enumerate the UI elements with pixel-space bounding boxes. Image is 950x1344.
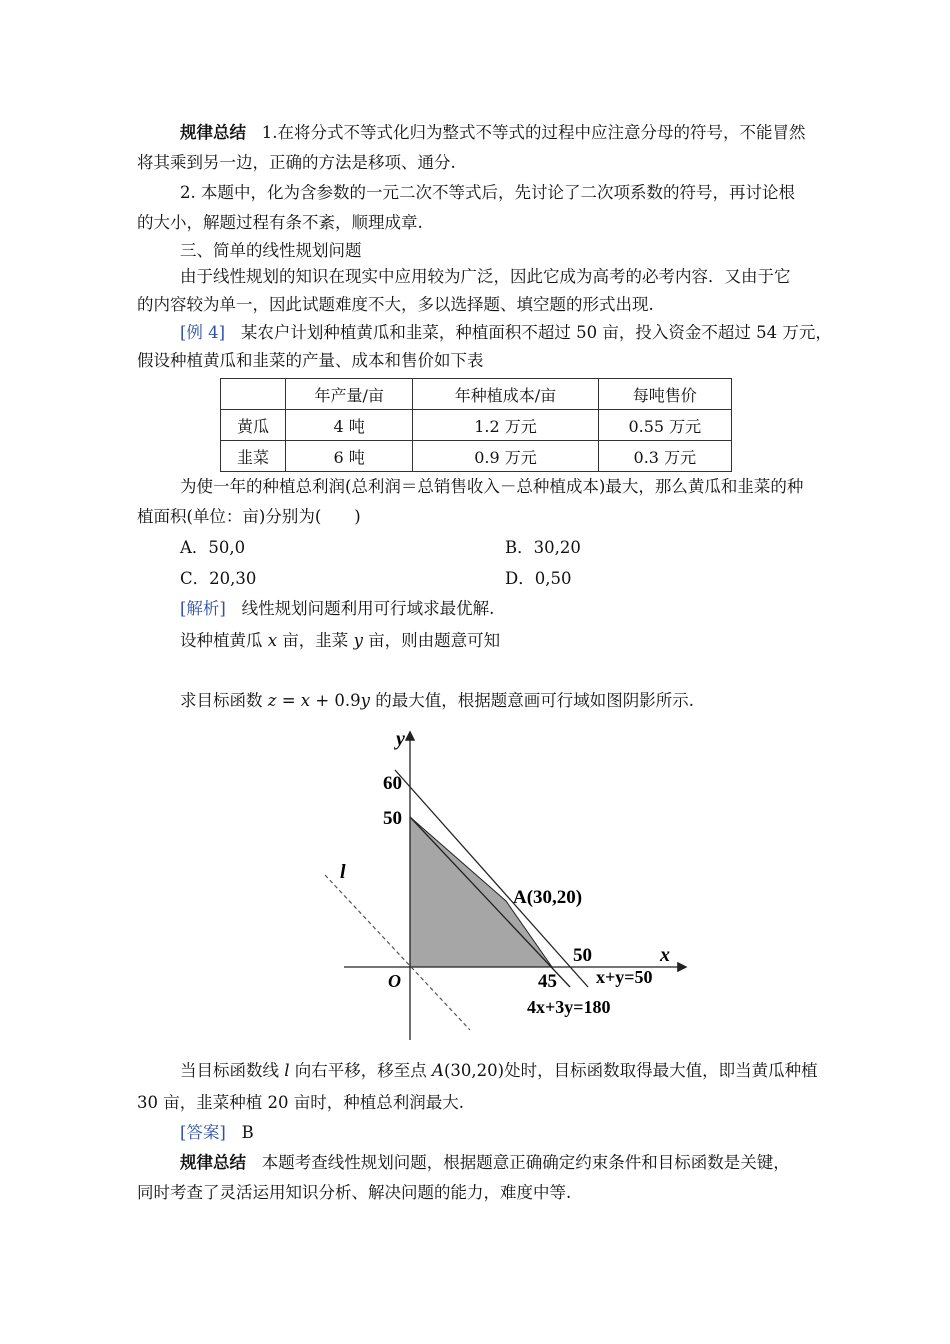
y-axis-label: y xyxy=(396,728,405,750)
objective-text: 求目标函数 xyxy=(180,691,268,710)
feasible-region-graph xyxy=(320,725,700,1045)
objective-text: = xyxy=(276,691,301,710)
section3-line2: 的内容较为单一，因此试题难度不大，多以选择题、填空题的形式出现. xyxy=(137,295,654,314)
line-l-label: l xyxy=(340,861,346,883)
table-cell: 韭菜 xyxy=(221,441,286,472)
conclusion-line1 xyxy=(180,1060,818,1082)
summary2-line1 xyxy=(180,1152,790,1174)
conclusion-text: 向右平移，移至点 xyxy=(289,1061,433,1080)
table-header-cell: 每吨售价 xyxy=(598,379,731,410)
summary2-text: 本题考查线性规划问题，根据题意正确确定约束条件和目标函数是关键， xyxy=(261,1153,790,1172)
var-y: y xyxy=(353,631,363,650)
var-x: x xyxy=(300,691,311,710)
objective-text: + 0.9 xyxy=(310,691,361,710)
table-row xyxy=(221,410,732,441)
point-a-label: A(30,20) xyxy=(513,887,583,908)
conclusion-text: (30,20)处时，目标函数取得最大值，即当黄瓜种植 xyxy=(443,1061,818,1080)
summary1-label: 规律总结 xyxy=(180,123,246,142)
analysis-setup xyxy=(180,630,500,652)
option-d: D．0,50 xyxy=(505,569,572,588)
option-c: C．20,30 xyxy=(180,569,257,588)
summary1-line1 xyxy=(180,122,806,144)
analysis-line xyxy=(180,598,494,620)
answer-label: [答案] xyxy=(180,1123,226,1142)
table-cell: 6 吨 xyxy=(286,441,413,472)
var-x: x xyxy=(267,631,278,650)
table-cell: 4 吨 xyxy=(286,410,413,441)
setup-text: 亩，则由题意可知 xyxy=(362,631,501,650)
setup-text: 亩，韭菜 xyxy=(277,631,354,650)
table-header-cell: 年产量/亩 xyxy=(286,379,413,410)
objective-text: 的最大值，根据题意画可行域如图阴影所示. xyxy=(369,691,694,710)
analysis-text: 线性规划问题利用可行域求最优解. xyxy=(241,599,495,618)
summary2-line2: 同时考查了灵活运用知识分析、解决问题的能力，难度中等. xyxy=(137,1183,572,1202)
origin-label: O xyxy=(388,971,401,991)
y-tick-60: 60 xyxy=(383,773,402,794)
line-x-y-50-label: x+y=50 xyxy=(596,967,653,987)
objective-line xyxy=(180,690,694,712)
example4-line2: 假设种植黄瓜和韭菜的产量、成本和售价如下表 xyxy=(137,351,484,370)
var-l: l xyxy=(284,1061,290,1080)
summary2-label: 规律总结 xyxy=(180,1153,246,1172)
conclusion-line2: 30 亩，韭菜种植 20 亩时，种植总利润最大. xyxy=(137,1093,464,1112)
x-tick-50: 50 xyxy=(573,945,592,966)
summary1-text: 1.在将分式不等式化归为整式不等式的过程中应注意分母的符号，不能冒然 xyxy=(261,123,806,142)
answer-value: B xyxy=(241,1123,254,1142)
question-line1: 为使一年的种植总利润(总利润＝总销售收入－总种植成本)最大，那么黄瓜和韭菜的种 xyxy=(180,477,804,496)
option-a: A．50,0 xyxy=(180,538,246,557)
point2-line1: 2. 本题中，化为含参数的一元二次不等式后，先讨论了二次项系数的符号，再讨论根 xyxy=(180,183,795,202)
setup-text: 设种植黄瓜 xyxy=(180,631,268,650)
var-z: z xyxy=(267,691,277,710)
var-y: y xyxy=(360,691,370,710)
line-4x-3y-180-label: 4x+3y=180 xyxy=(527,997,611,1017)
table-header-row xyxy=(221,379,732,410)
analysis-label: [解析] xyxy=(180,599,226,618)
point-a: A xyxy=(432,1061,444,1080)
option-b: B．30,20 xyxy=(505,538,581,557)
point2-line2: 的大小，解题过程有条不紊，顺理成章. xyxy=(137,213,423,232)
summary1-line2: 将其乘到另一边，正确的方法是移项、通分. xyxy=(137,153,456,172)
table-cell: 0.3 万元 xyxy=(598,441,731,472)
table-cell: 0.9 万元 xyxy=(413,441,598,472)
yield-cost-price-table xyxy=(220,378,732,472)
conclusion-text: 当目标函数线 xyxy=(180,1061,285,1080)
table-cell: 1.2 万元 xyxy=(413,410,598,441)
example4-text: 某农户计划种植黄瓜和韭菜，种植面积不超过 50 亩，投入资金不超过 54 万元， xyxy=(240,323,832,342)
answer-line xyxy=(180,1122,254,1144)
table-cell: 黄瓜 xyxy=(221,410,286,441)
example4-line1 xyxy=(180,322,832,344)
question-line2: 植面积(单位：亩)分别为( ) xyxy=(137,507,361,526)
example4-label: [例 4] xyxy=(180,323,226,342)
section3-line1: 由于线性规划的知识在现实中应用较为广泛，因此它成为高考的必考内容．又由于它 xyxy=(180,267,791,286)
y-tick-50: 50 xyxy=(383,808,402,829)
table-cell: 0.55 万元 xyxy=(598,410,731,441)
section3-heading: 三、简单的线性规划问题 xyxy=(180,241,362,260)
table-row xyxy=(221,441,732,472)
table-header-cell xyxy=(221,379,286,410)
x-tick-45: 45 xyxy=(538,971,557,992)
x-axis-label: x xyxy=(660,944,670,966)
table-header-cell: 年种植成本/亩 xyxy=(413,379,598,410)
